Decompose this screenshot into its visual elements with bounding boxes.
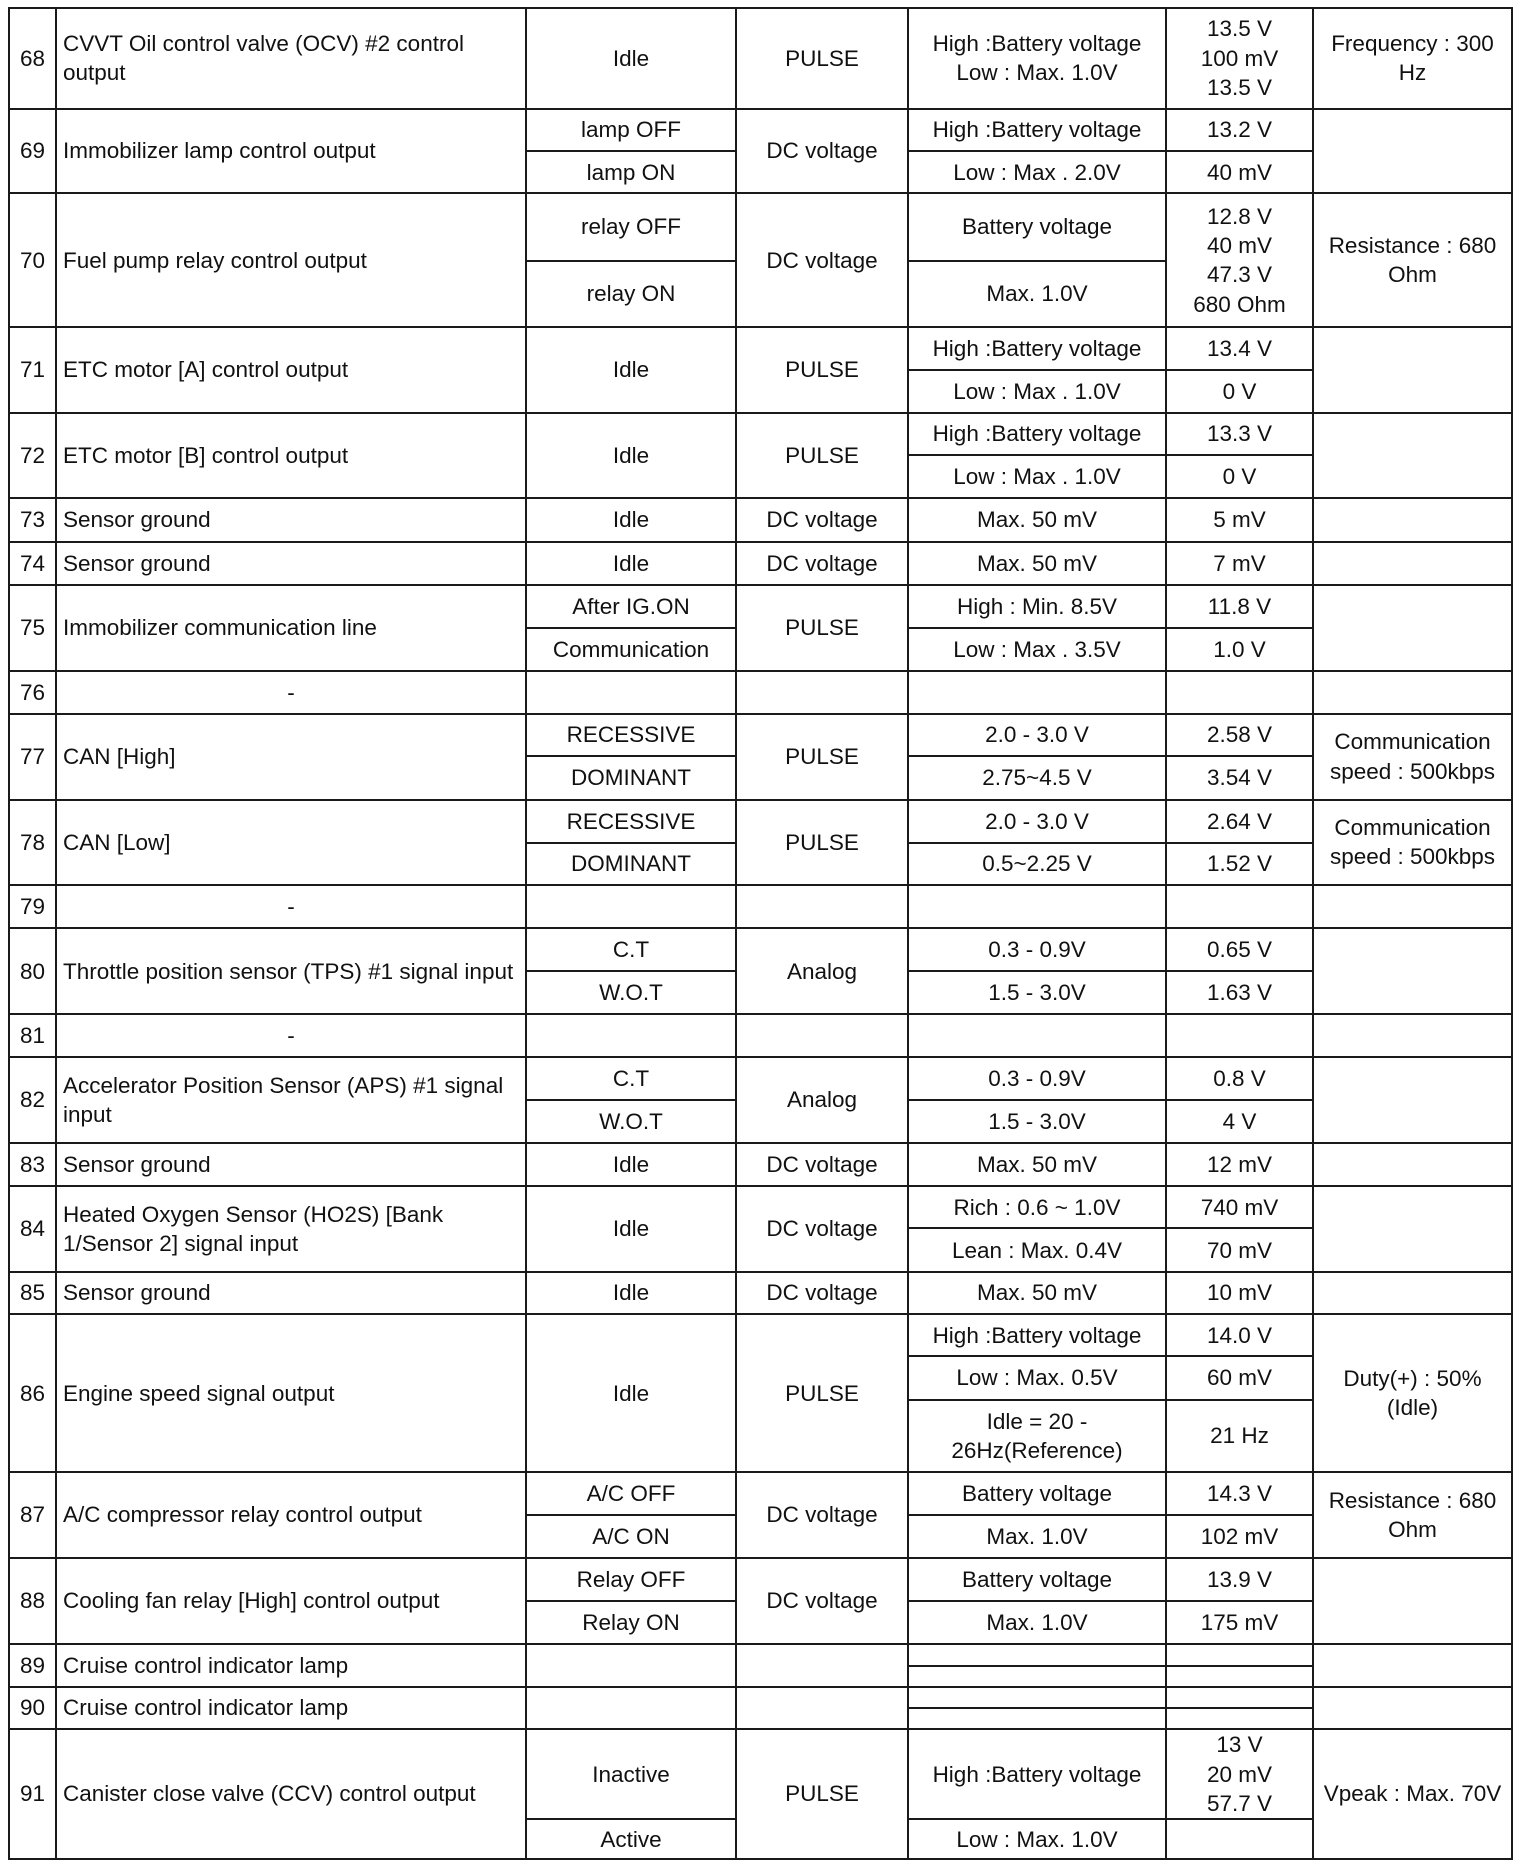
test-result: 4 V bbox=[1166, 1100, 1313, 1143]
pin-description: Cooling fan relay [High] control output bbox=[56, 1558, 526, 1645]
spec-value: High :Battery voltage bbox=[908, 1729, 1166, 1819]
spec-value: 1.5 - 3.0V bbox=[908, 1100, 1166, 1143]
empty-cell bbox=[1313, 885, 1512, 928]
spec-value: Low : Max . 2.0V bbox=[908, 151, 1166, 193]
table-row bbox=[9, 1472, 1512, 1515]
table-row bbox=[9, 109, 1512, 151]
signal-type: PULSE bbox=[736, 8, 908, 109]
pin-number: 74 bbox=[9, 542, 56, 585]
test-condition: A/C ON bbox=[526, 1515, 736, 1557]
empty-cell bbox=[908, 1644, 1166, 1665]
remark: Frequency : 300 Hz bbox=[1313, 8, 1512, 109]
empty-cell bbox=[1166, 1687, 1313, 1708]
spec-value: Low : Max. 0.5V bbox=[908, 1356, 1166, 1399]
remark: Communication speed : 500kbps bbox=[1313, 800, 1512, 886]
pin-number: 83 bbox=[9, 1143, 56, 1186]
test-condition: RECESSIVE bbox=[526, 714, 736, 756]
spec-value: Rich : 0.6 ~ 1.0V bbox=[908, 1186, 1166, 1228]
remark bbox=[1313, 1558, 1512, 1645]
pin-number: 81 bbox=[9, 1014, 56, 1057]
signal-type: DC voltage bbox=[736, 193, 908, 327]
table-row bbox=[9, 1186, 1512, 1228]
pin-description: Canister close valve (CCV) control output bbox=[56, 1729, 526, 1859]
table-row bbox=[9, 800, 1512, 843]
spec-value: Lean : Max. 0.4V bbox=[908, 1228, 1166, 1271]
test-condition: Idle bbox=[526, 498, 736, 541]
test-result: 13.9 V bbox=[1166, 1558, 1313, 1601]
table-row bbox=[9, 498, 1512, 541]
test-condition: RECESSIVE bbox=[526, 800, 736, 843]
pin-number: 68 bbox=[9, 8, 56, 109]
spec-value: High :Battery voltage Low : Max. 1.0V bbox=[908, 8, 1166, 109]
spec-value: 0.5~2.25 V bbox=[908, 843, 1166, 885]
signal-type: DC voltage bbox=[736, 1558, 908, 1645]
pin-number: 91 bbox=[9, 1729, 56, 1859]
signal-type: PULSE bbox=[736, 714, 908, 800]
remark bbox=[1313, 109, 1512, 194]
test-condition: relay OFF bbox=[526, 193, 736, 260]
empty-cell bbox=[908, 885, 1166, 928]
test-result: 175 mV bbox=[1166, 1601, 1313, 1644]
test-condition: relay ON bbox=[526, 261, 736, 327]
pin-description: Throttle position sensor (TPS) #1 signal input bbox=[56, 928, 526, 1014]
spec-value: Low : Max . 3.5V bbox=[908, 628, 1166, 670]
pin-description: CAN [Low] bbox=[56, 800, 526, 886]
empty-cell bbox=[1313, 1644, 1512, 1686]
table-row bbox=[9, 928, 1512, 970]
empty-cell bbox=[526, 1014, 736, 1057]
spec-value: High : Min. 8.5V bbox=[908, 585, 1166, 628]
test-condition: Idle bbox=[526, 1314, 736, 1472]
spec-value: Max. 1.0V bbox=[908, 1601, 1166, 1644]
test-result: 2.64 V bbox=[1166, 800, 1313, 843]
signal-type: DC voltage bbox=[736, 1186, 908, 1272]
pin-number: 87 bbox=[9, 1472, 56, 1558]
pin-description: CVVT Oil control valve (OCV) #2 control output bbox=[56, 8, 526, 109]
spec-value: High :Battery voltage bbox=[908, 413, 1166, 455]
test-result: 1.52 V bbox=[1166, 843, 1313, 885]
table-row bbox=[9, 1143, 1512, 1186]
spec-value: Max. 50 mV bbox=[908, 1272, 1166, 1314]
spec-value: 0.3 - 0.9V bbox=[908, 928, 1166, 970]
pin-number: 88 bbox=[9, 1558, 56, 1645]
empty-cell bbox=[526, 1687, 736, 1729]
table-row bbox=[9, 8, 1512, 109]
test-result: 13 V 20 mV 57.7 V bbox=[1166, 1729, 1313, 1819]
remark bbox=[1313, 1057, 1512, 1143]
remark bbox=[1313, 542, 1512, 585]
pin-description: - bbox=[56, 671, 526, 714]
table-row bbox=[9, 1644, 1512, 1665]
table-row bbox=[9, 1558, 1512, 1601]
pin-description: Cruise control indicator lamp bbox=[56, 1644, 526, 1686]
table-row bbox=[9, 585, 1512, 628]
test-condition: Idle bbox=[526, 8, 736, 109]
empty-cell bbox=[736, 1014, 908, 1057]
spec-value: 1.5 - 3.0V bbox=[908, 971, 1166, 1014]
empty-cell bbox=[1166, 1014, 1313, 1057]
test-condition: Idle bbox=[526, 1186, 736, 1272]
test-result: 740 mV bbox=[1166, 1186, 1313, 1228]
empty-cell bbox=[526, 885, 736, 928]
spec-value: High :Battery voltage bbox=[908, 109, 1166, 151]
test-result: 13.2 V bbox=[1166, 109, 1313, 151]
spec-value: Battery voltage bbox=[908, 193, 1166, 260]
spec-value: Max. 50 mV bbox=[908, 498, 1166, 541]
empty-cell bbox=[1166, 1666, 1313, 1687]
remark bbox=[1313, 1186, 1512, 1272]
pin-number: 80 bbox=[9, 928, 56, 1014]
test-condition: Relay OFF bbox=[526, 1558, 736, 1601]
pin-number: 71 bbox=[9, 327, 56, 413]
table-row bbox=[9, 1729, 1512, 1819]
empty-cell bbox=[526, 671, 736, 714]
signal-type: Analog bbox=[736, 1057, 908, 1143]
spec-value: Idle = 20 - 26Hz(Reference) bbox=[908, 1400, 1166, 1473]
test-result: 11.8 V bbox=[1166, 585, 1313, 628]
test-result: 14.0 V bbox=[1166, 1314, 1313, 1356]
pin-number: 75 bbox=[9, 585, 56, 671]
table-row bbox=[9, 1272, 1512, 1314]
test-result: 5 mV bbox=[1166, 498, 1313, 541]
test-condition: Idle bbox=[526, 413, 736, 499]
pin-number: 85 bbox=[9, 1272, 56, 1314]
remark: Vpeak : Max. 70V bbox=[1313, 1729, 1512, 1859]
remark bbox=[1313, 928, 1512, 1014]
empty-cell bbox=[1166, 1708, 1313, 1729]
signal-type: PULSE bbox=[736, 327, 908, 413]
pin-number: 78 bbox=[9, 800, 56, 886]
pin-description: Sensor ground bbox=[56, 1272, 526, 1314]
empty-cell bbox=[908, 1708, 1166, 1729]
empty-cell bbox=[1166, 1644, 1313, 1665]
empty-cell bbox=[736, 671, 908, 714]
empty-cell bbox=[908, 1666, 1166, 1687]
test-result: 102 mV bbox=[1166, 1515, 1313, 1557]
signal-type: DC voltage bbox=[736, 498, 908, 541]
pin-description: Sensor ground bbox=[56, 1143, 526, 1186]
test-result: 7 mV bbox=[1166, 542, 1313, 585]
test-condition: C.T bbox=[526, 928, 736, 970]
signal-type: PULSE bbox=[736, 585, 908, 671]
test-result bbox=[1166, 1819, 1313, 1859]
table-row bbox=[9, 1014, 1512, 1057]
remark bbox=[1313, 327, 1512, 413]
empty-cell bbox=[736, 1687, 908, 1729]
signal-type: PULSE bbox=[736, 1729, 908, 1859]
test-result: 0.8 V bbox=[1166, 1057, 1313, 1099]
empty-cell bbox=[526, 1644, 736, 1686]
signal-type: DC voltage bbox=[736, 1143, 908, 1186]
test-condition: DOMINANT bbox=[526, 843, 736, 885]
test-result: 60 mV bbox=[1166, 1356, 1313, 1399]
pin-number: 90 bbox=[9, 1687, 56, 1729]
pin-number: 79 bbox=[9, 885, 56, 928]
pin-description: ETC motor [A] control output bbox=[56, 327, 526, 413]
remark bbox=[1313, 413, 1512, 499]
test-result: 13.4 V bbox=[1166, 327, 1313, 369]
pin-description: Sensor ground bbox=[56, 498, 526, 541]
test-condition: lamp OFF bbox=[526, 109, 736, 151]
test-condition: Relay ON bbox=[526, 1601, 736, 1644]
empty-cell bbox=[908, 671, 1166, 714]
test-result: 1.63 V bbox=[1166, 971, 1313, 1014]
empty-cell bbox=[1166, 671, 1313, 714]
spec-value: 2.0 - 3.0 V bbox=[908, 800, 1166, 843]
test-condition: After IG.ON bbox=[526, 585, 736, 628]
test-condition: C.T bbox=[526, 1057, 736, 1099]
test-condition: W.O.T bbox=[526, 1100, 736, 1143]
pin-description: - bbox=[56, 1014, 526, 1057]
test-condition: A/C OFF bbox=[526, 1472, 736, 1515]
test-condition: Idle bbox=[526, 1272, 736, 1314]
test-condition: Communication bbox=[526, 628, 736, 670]
test-result: 0 V bbox=[1166, 370, 1313, 413]
test-result: 12 mV bbox=[1166, 1143, 1313, 1186]
signal-type: PULSE bbox=[736, 1314, 908, 1472]
test-result: 3.54 V bbox=[1166, 756, 1313, 799]
test-condition: Idle bbox=[526, 1143, 736, 1186]
spec-value: High :Battery voltage bbox=[908, 327, 1166, 369]
spec-value: Max. 50 mV bbox=[908, 542, 1166, 585]
test-result: 13.5 V 100 mV 13.5 V bbox=[1166, 8, 1313, 109]
table-row bbox=[9, 1057, 1512, 1099]
test-condition: Inactive bbox=[526, 1729, 736, 1819]
pin-description: Sensor ground bbox=[56, 542, 526, 585]
test-result: 13.3 V bbox=[1166, 413, 1313, 455]
signal-type: DC voltage bbox=[736, 542, 908, 585]
signal-type: DC voltage bbox=[736, 109, 908, 194]
table-row bbox=[9, 1314, 1512, 1356]
pin-description: Immobilizer communication line bbox=[56, 585, 526, 671]
pin-description: Engine speed signal output bbox=[56, 1314, 526, 1472]
test-result: 12.8 V 40 mV 47.3 V 680 Ohm bbox=[1166, 193, 1313, 327]
test-result: 1.0 V bbox=[1166, 628, 1313, 670]
test-result: 40 mV bbox=[1166, 151, 1313, 193]
empty-cell bbox=[736, 1644, 908, 1686]
spec-value: Max. 50 mV bbox=[908, 1143, 1166, 1186]
test-result: 10 mV bbox=[1166, 1272, 1313, 1314]
pin-number: 89 bbox=[9, 1644, 56, 1686]
spec-value: Low : Max . 1.0V bbox=[908, 370, 1166, 413]
spec-value: Battery voltage bbox=[908, 1472, 1166, 1515]
remark bbox=[1313, 498, 1512, 541]
spec-value: 2.75~4.5 V bbox=[908, 756, 1166, 799]
test-result: 0 V bbox=[1166, 455, 1313, 498]
test-condition: Idle bbox=[526, 542, 736, 585]
pin-number: 72 bbox=[9, 413, 56, 499]
test-condition: Active bbox=[526, 1819, 736, 1859]
test-result: 70 mV bbox=[1166, 1228, 1313, 1271]
empty-cell bbox=[908, 1014, 1166, 1057]
spec-value: 0.3 - 0.9V bbox=[908, 1057, 1166, 1099]
pin-number: 84 bbox=[9, 1186, 56, 1272]
remark: Duty(+) : 50% (Idle) bbox=[1313, 1314, 1512, 1472]
table-row bbox=[9, 885, 1512, 928]
test-condition: W.O.T bbox=[526, 971, 736, 1014]
remark bbox=[1313, 1272, 1512, 1314]
empty-cell bbox=[736, 885, 908, 928]
empty-cell bbox=[908, 1687, 1166, 1708]
pin-description: Fuel pump relay control output bbox=[56, 193, 526, 327]
spec-value: Max. 1.0V bbox=[908, 1515, 1166, 1557]
test-result: 2.58 V bbox=[1166, 714, 1313, 756]
test-result: 21 Hz bbox=[1166, 1400, 1313, 1473]
spec-value: Low : Max. 1.0V bbox=[908, 1819, 1166, 1859]
pin-number: 76 bbox=[9, 671, 56, 714]
spec-value: Max. 1.0V bbox=[908, 261, 1166, 327]
spec-value: High :Battery voltage bbox=[908, 1314, 1166, 1356]
signal-type: DC voltage bbox=[736, 1472, 908, 1558]
empty-cell bbox=[1313, 1687, 1512, 1729]
table-row bbox=[9, 193, 1512, 260]
test-result: 14.3 V bbox=[1166, 1472, 1313, 1515]
remark: Resistance : 680 Ohm bbox=[1313, 1472, 1512, 1558]
test-condition: lamp ON bbox=[526, 151, 736, 193]
remark bbox=[1313, 1143, 1512, 1186]
pin-description: Accelerator Position Sensor (APS) #1 signal input bbox=[56, 1057, 526, 1143]
pin-description: - bbox=[56, 885, 526, 928]
pin-number: 86 bbox=[9, 1314, 56, 1472]
table-row bbox=[9, 671, 1512, 714]
empty-cell bbox=[1313, 1014, 1512, 1057]
pin-number: 69 bbox=[9, 109, 56, 194]
pin-description: A/C compressor relay control output bbox=[56, 1472, 526, 1558]
signal-type: PULSE bbox=[736, 800, 908, 886]
pin-number: 77 bbox=[9, 714, 56, 800]
spec-value: Battery voltage bbox=[908, 1558, 1166, 1601]
signal-type: DC voltage bbox=[736, 1272, 908, 1314]
signal-type: Analog bbox=[736, 928, 908, 1014]
pin-description: Heated Oxygen Sensor (HO2S) [Bank 1/Sensor 2] signal input bbox=[56, 1186, 526, 1272]
spec-value: Low : Max . 1.0V bbox=[908, 455, 1166, 498]
pin-description: Immobilizer lamp control output bbox=[56, 109, 526, 194]
pin-description: Cruise control indicator lamp bbox=[56, 1687, 526, 1729]
spec-value: 2.0 - 3.0 V bbox=[908, 714, 1166, 756]
pin-description: CAN [High] bbox=[56, 714, 526, 800]
table-row bbox=[9, 542, 1512, 585]
table-row bbox=[9, 413, 1512, 455]
remark bbox=[1313, 585, 1512, 671]
pin-number: 82 bbox=[9, 1057, 56, 1143]
signal-type: PULSE bbox=[736, 413, 908, 499]
table-row bbox=[9, 1687, 1512, 1708]
test-condition: DOMINANT bbox=[526, 756, 736, 799]
empty-cell bbox=[1166, 885, 1313, 928]
pin-number: 73 bbox=[9, 498, 56, 541]
remark: Resistance : 680 Ohm bbox=[1313, 193, 1512, 327]
pin-description: ETC motor [B] control output bbox=[56, 413, 526, 499]
table-row bbox=[9, 327, 1512, 369]
pin-spec-table bbox=[8, 7, 1513, 1860]
table-row bbox=[9, 714, 1512, 756]
test-condition: Idle bbox=[526, 327, 736, 413]
test-result: 0.65 V bbox=[1166, 928, 1313, 970]
empty-cell bbox=[1313, 671, 1512, 714]
remark: Communication speed : 500kbps bbox=[1313, 714, 1512, 800]
pin-number: 70 bbox=[9, 193, 56, 327]
